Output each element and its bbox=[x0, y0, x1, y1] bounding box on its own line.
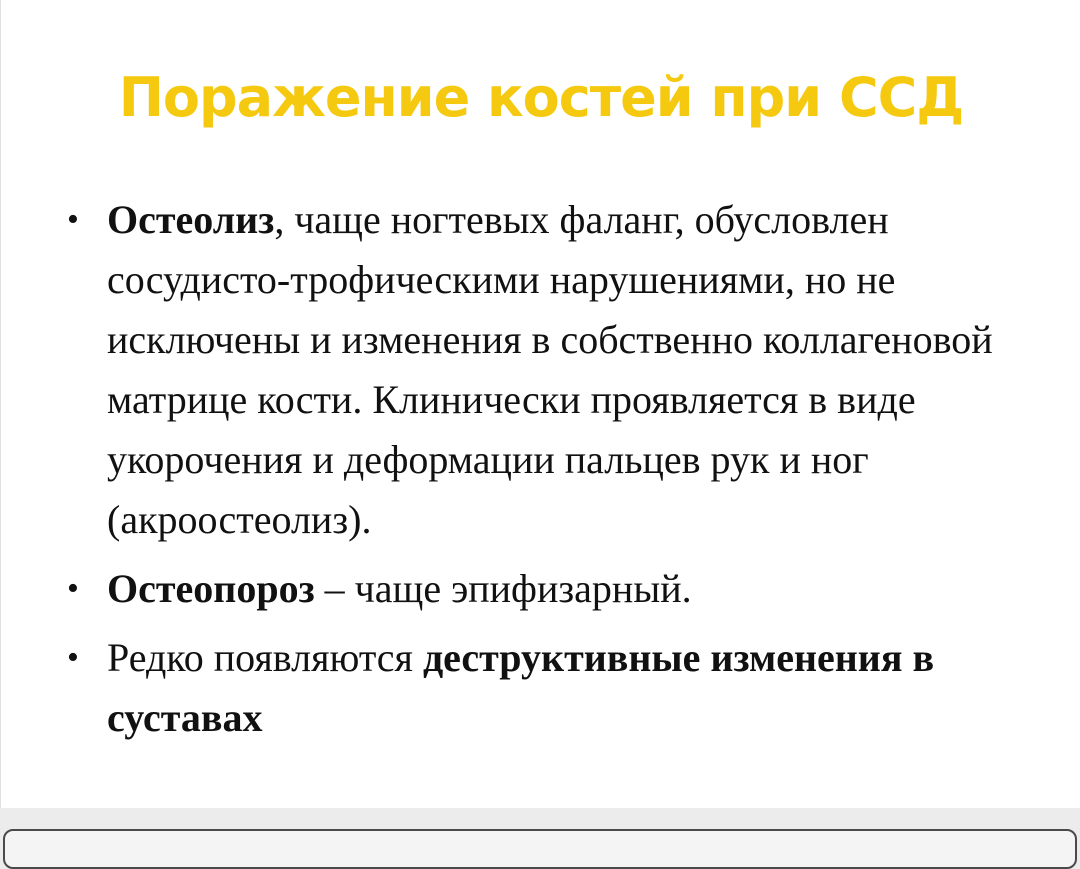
bullet-dot-icon: • bbox=[67, 570, 79, 607]
bullet-osteolysis bbox=[63, 190, 1023, 550]
slide-title: Поражение костей при ССД bbox=[118, 66, 964, 129]
text-osteolysis: , чаще ногтевых фаланг, обусловлен сосудисто-трофическими нарушениями, но не исключены и изменения в собственно коллагеновой матрице кости. Клинически проявляется в виде укорочения и деформации пальцев рук и ног (акроостеолиз). bbox=[107, 197, 993, 542]
text-osteoporosis: – чаще эпифизарный. bbox=[314, 566, 692, 611]
term-destructive: деструктивные изменения в суставах bbox=[107, 635, 935, 740]
bottom-input-field[interactable] bbox=[3, 829, 1077, 869]
term-osteoporosis: Остеопороз bbox=[107, 566, 315, 611]
bullet-osteoporosis bbox=[63, 559, 1023, 619]
term-osteolysis: Остеолиз bbox=[107, 197, 275, 242]
bullet-dot-icon: • bbox=[67, 201, 79, 238]
bullet-destructive bbox=[63, 628, 1023, 748]
text-destructive: Редко появляются bbox=[107, 635, 423, 680]
bullet-dot-icon: • bbox=[67, 639, 79, 676]
bullet-list bbox=[63, 190, 1023, 757]
